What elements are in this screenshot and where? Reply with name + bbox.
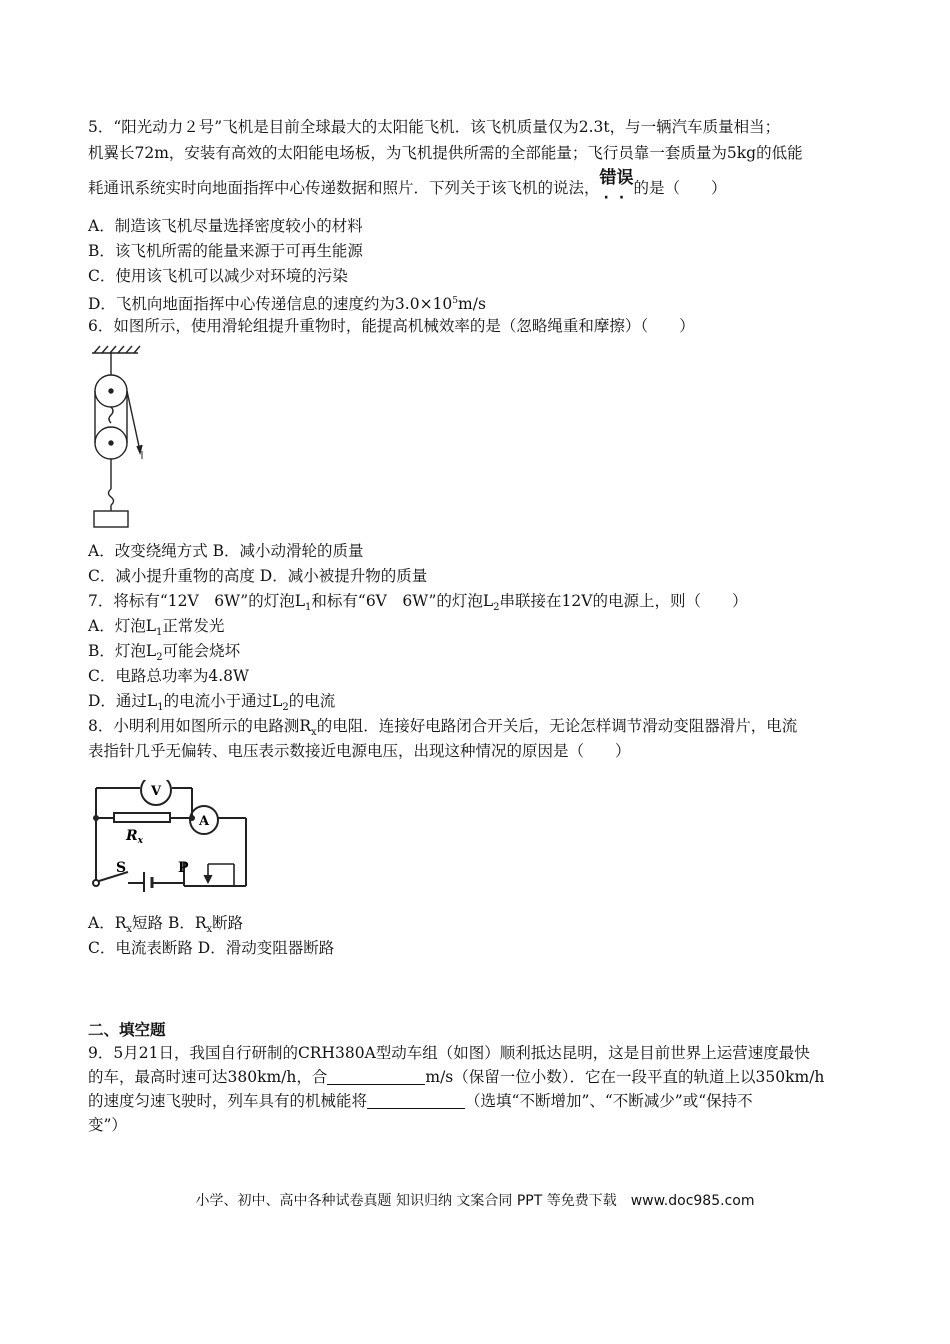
resistor-label: $R_x$ [126, 828, 144, 846]
q8-options-cd: C．电流表断路 D．滑动变阻器断路 [88, 939, 335, 957]
q7-option-d-tail: 的电流 [288, 692, 336, 710]
ceiling-hatch [94, 346, 140, 353]
slider-label: P [178, 860, 189, 876]
q7-option-d-sub2: 2 [282, 702, 289, 714]
q8-line-2: 表指针几乎无偏转、电压表示数接近电源电压，出现这种情况的原因是（ ） [88, 742, 631, 760]
q6-options-ab: A．改变绕绳方式 B．减小动滑轮的质量 [88, 542, 364, 560]
switch-pivot-icon [93, 880, 99, 886]
q5-option-d-unit: m/s [458, 295, 486, 314]
voltmeter-label: V [151, 784, 162, 799]
junction-right [189, 815, 195, 821]
q7-option-d-mid: 的电流小于通过L [163, 692, 283, 710]
q7-sub-1: 1 [305, 602, 312, 614]
q5-option-d [88, 290, 486, 315]
q5-option-d-text: D．飞机向地面指挥中心传递信息的速度约为3.0×10 [88, 295, 453, 314]
q5-option-d-exponent: 5 [452, 296, 459, 306]
q8-options-ab-3: 断路 [212, 914, 244, 932]
q8-options-ab-sub1: x [126, 924, 133, 936]
q5-line-3 [88, 168, 727, 206]
q8-line-1-end: 的电阻．连接好电路闭合开关后，无论怎样调节滑动变阻器滑片，电流 [316, 717, 798, 735]
ammeter-label: A [199, 814, 210, 829]
q8-line-1-start: 8．小明利用如图所示的电路测R [88, 717, 312, 735]
q7-option-b-text: B．灯泡L [88, 642, 157, 660]
q9-line-3 [88, 1090, 753, 1112]
q5-line-2: 机翼长72m，安装有高效的太阳能电场板，为飞机提供所需的全部能量；飞行员靠一套质量为5kg的低能 [88, 144, 803, 162]
q7-option-a-text: A．灯泡L [88, 617, 156, 635]
q7-option-d-sub1: 1 [157, 702, 164, 714]
q6-options-cd: C．减小提升重物的高度 D．减小被提升物的质量 [88, 567, 428, 585]
pull-arrow-icon [137, 445, 142, 453]
q5-line-3-start: 耗通讯系统实时向地面指挥中心传递数据和照片．下列关于该飞机的说法， [88, 179, 600, 197]
q9-answer-blank-2[interactable] [367, 1092, 465, 1109]
q9-line-4: 变”） [88, 1116, 127, 1134]
page-footer: 小学、初中、高中各种试卷真题 知识归纳 文案合同 PPT 等免费下载 www.doc985.com [195, 1193, 755, 1209]
q5-option-c: C．使用该飞机可以减少对环境的污染 [88, 267, 348, 285]
load-box [94, 511, 128, 527]
spring-hook-icon [109, 407, 113, 423]
q7-option-d-text: D．通过L [88, 692, 158, 710]
q7-stem-part3: 串联接在12V的电源上，则（ ） [499, 592, 748, 610]
q8-options-ab-1: A．R [88, 914, 127, 932]
q7-option-a-sub: 1 [156, 627, 163, 639]
q9-line-2-start: 的车，最高时速可达380km/h，合 [88, 1068, 328, 1086]
q7-option-b-tail: 可能会烧坏 [162, 642, 241, 660]
junction-left [93, 815, 99, 821]
slider-arrow-icon [204, 875, 212, 883]
q7-sub-2: 2 [493, 602, 500, 614]
q9-line-3-start: 的速度匀速飞驶时，列车具有的机械能将 [88, 1092, 368, 1110]
q7-option-a-tail: 正常发光 [162, 617, 225, 635]
q7-stem-part2: 和标有“6V 6W”的灯泡L [311, 592, 494, 610]
pulley-diagram [86, 343, 156, 531]
q9-line-3-end: （选填“不断增加”、“不断减少”或“保持不 [465, 1092, 753, 1110]
resistor-icon [114, 813, 170, 822]
q6-stem: 6．如图所示，使用滑轮组提升重物时，能提高机械效率的是（忽略绳重和摩擦）（ ） [88, 317, 695, 335]
q5-option-a: A．制造该飞机尽量选择密度较小的材料 [88, 217, 363, 235]
q7-stem-part1: 7．将标有“12V 6W”的灯泡L [88, 592, 306, 610]
q5-line-3-end: 的是（ ） [633, 179, 727, 197]
q9-answer-blank-1[interactable] [327, 1068, 425, 1085]
q7-option-c: C．电路总功率为4.8W [88, 667, 249, 685]
switch-label: S [116, 860, 127, 876]
emphasis-dots-icon: ·· [603, 190, 635, 206]
q9-line-2-end: m/s（保留一位小数）．它在一段平直的轨道上以350km/h [425, 1068, 825, 1086]
section-heading: 二、填空题 [88, 1021, 166, 1039]
q5-option-b: B．该飞机所需的能量来源于可再生能源 [88, 242, 363, 260]
q9-line-1: 9．5月21日，我国自行研制的CRH380A型动车组（如图）顺利抵达昆明，这是目前世界上运营速度最快 [88, 1044, 810, 1062]
circuit-diagram [84, 780, 254, 892]
q8-line-1-sub: x [311, 727, 317, 739]
q5-line-1: 5．“阳光动力２号”飞机是目前全球最大的太阳能飞机．该飞机质量仅为2.3t，与一辆汽车质量相当； [88, 118, 781, 136]
q5-emphasis-word [599, 167, 635, 206]
pull-rope [127, 391, 140, 451]
q9-line-2 [88, 1066, 824, 1088]
load-hook-icon [109, 489, 114, 505]
q8-options-ab-sub2: x [206, 924, 213, 936]
q8-options-ab-2: 短路 B．R [132, 914, 207, 932]
q7-option-b-sub: 2 [156, 652, 163, 664]
q5-emphasis-text: 错误 [599, 168, 634, 188]
